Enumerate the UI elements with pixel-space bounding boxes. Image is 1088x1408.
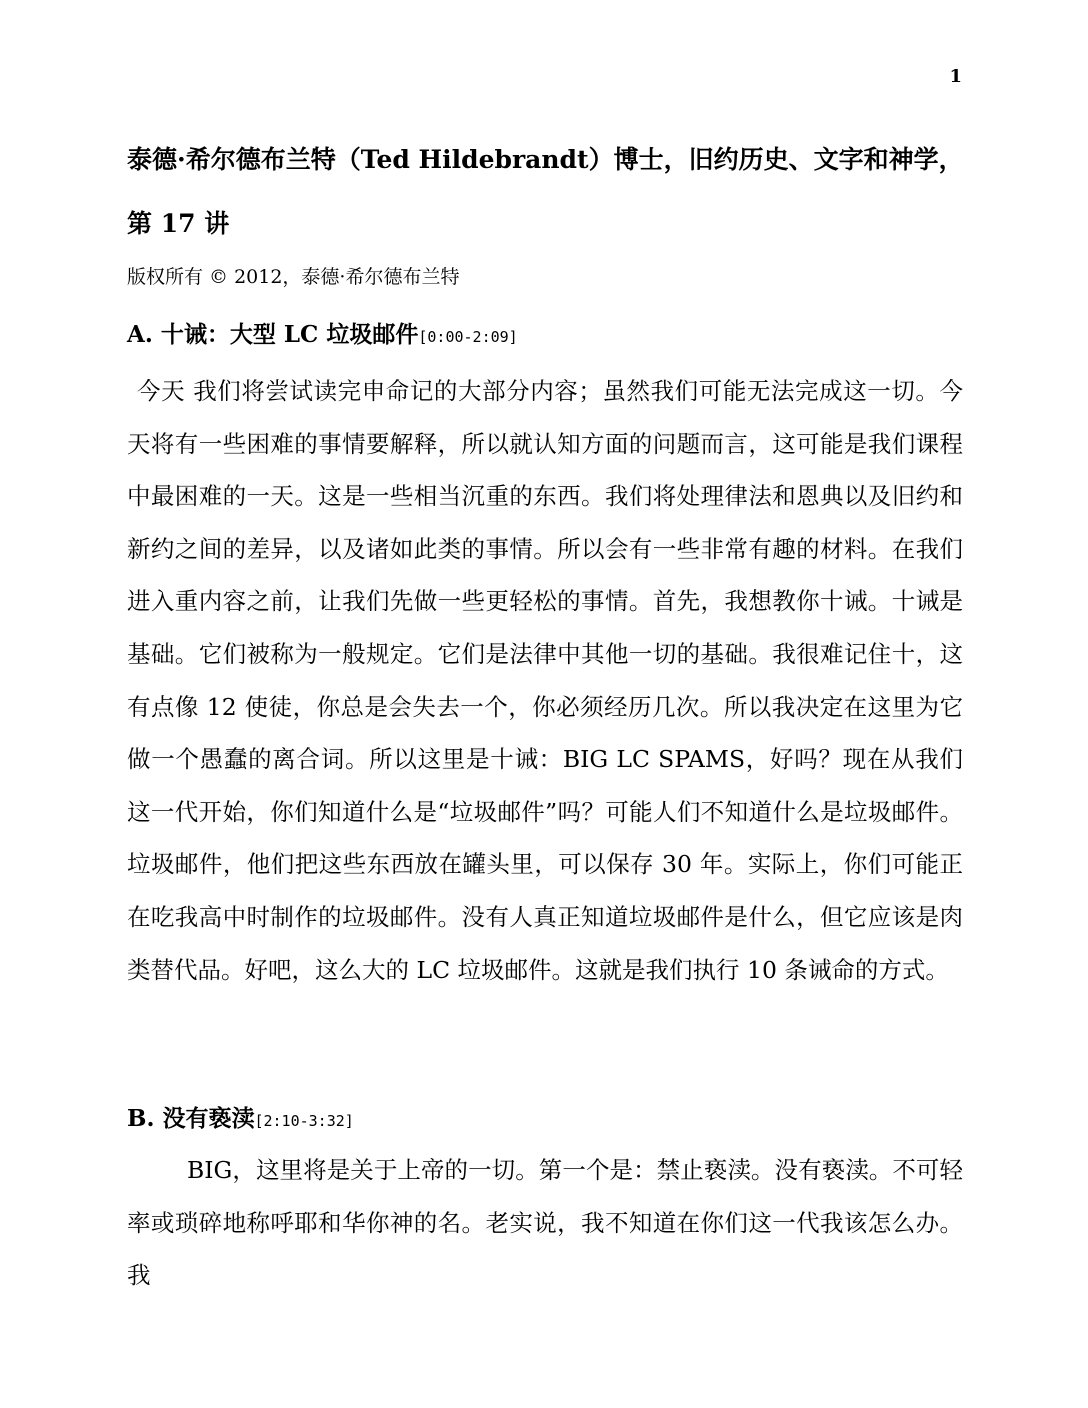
section-paragraph-a: 今天 我们将尝试读完申命记的大部分内容；虽然我们可能无法完成这一切。今天将有一些困难的事情要解释，所以就认知方面的问题而言，这可能是我们课程中最困难的一天。这是一些相当沉重的东西。我们将处理律法和恩典以及旧约和新约之间的差异，以及诸如此类的事情。所以会有一些非常有趣的材料。在我们进入重内容之前，让我们先做一些更轻松的事情。首先，我想教你十诫。十诫是基础。它们被称为一般规定。它们是法律中其他一切的基础。我很难记住十，这有点像 12 使徒，你总是会失去一个，你必须经历几次。所以我决定在这里为它做一个愚蠢的离合词。所以这里是十诫：BIG LC SPAMS，好吗？现在从我们这一代开始，你们知道什么是“垃圾邮件”吗？可能人们不知道什么是垃圾邮件。垃圾邮件，他们把这些东西放在罐头里，可以保存 30 年。实际上，你们可能正在吃我高中时制作的垃圾邮件。没有人真正知道垃圾邮件是什么，但它应该是肉类替代品。好吧，这么大的 LC 垃圾邮件。这就是我们执行 10 条诫命的方式。 xyxy=(127,377,963,984)
section-heading-text: B. 没有亵渎 xyxy=(127,1105,255,1132)
section-timestamp: [0:00-2:09] xyxy=(418,328,518,346)
page-number: 1 xyxy=(949,66,962,87)
document-title: 泰德·希尔德布兰特（Ted Hildebrandt）博士，旧约历史、文字和神学，第 17 讲 xyxy=(127,145,964,238)
section-heading-text: A. 十诫：大型 LC 垃圾邮件 xyxy=(127,321,419,348)
section-heading-a xyxy=(127,316,518,349)
section-heading-b xyxy=(127,1100,354,1133)
section-timestamp: [2:10-3:32] xyxy=(254,1112,354,1130)
section-paragraph-b: BIG，这里将是关于上帝的一切。第一个是：禁止亵渎。没有亵渎。不可轻率或琐碎地称呼耶和华你神的名。老实说，我不知道在你们这一代我该怎么办。我 xyxy=(127,1156,963,1290)
copyright-line: 版权所有 © 2012，泰德·希尔德布兰特 xyxy=(127,266,460,288)
